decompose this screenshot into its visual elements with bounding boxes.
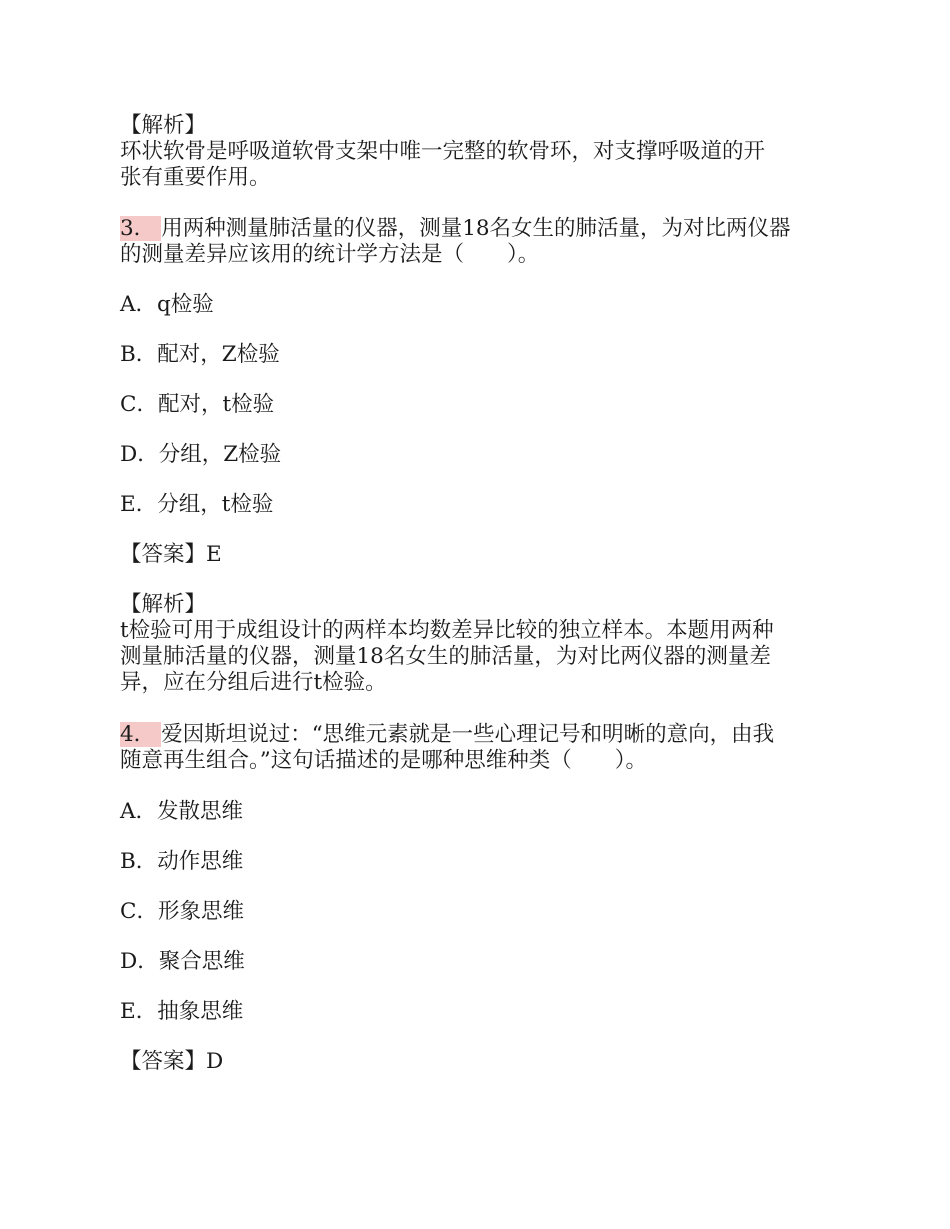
analysis-line: 环状软骨是呼吸道软骨支架中唯一完整的软骨环，对支撑呼吸道的开 — [120, 139, 766, 164]
analysis-heading: 【解析】 — [120, 113, 207, 138]
analysis-line: 异，应在分组后进行t检验。 — [120, 670, 387, 695]
stem-line: 随意再生组合。”这句话描述的是哪种思维种类（ ）。 — [120, 748, 647, 773]
stem-line: 用两种测量肺活量的仪器，测量18名女生的肺活量，为对比两仪器 — [161, 216, 791, 241]
question-4-option-e: E．抽象思维 — [120, 999, 244, 1024]
analysis-heading: 【解析】 — [120, 592, 207, 617]
question-3-option-a: A．q检验 — [120, 292, 214, 317]
stem-line: 的测量差异应该用的统计学方法是（ ）。 — [120, 242, 540, 267]
question-3-option-b: B．配对，Z检验 — [120, 342, 280, 367]
question-4-option-a: A．发散思维 — [120, 799, 244, 824]
analysis-line: 张有重要作用。 — [120, 165, 271, 190]
question-3-option-c: C．配对，t检验 — [120, 392, 275, 417]
question-4-option-d: D．聚合思维 — [120, 949, 245, 974]
question-3-stem — [120, 216, 835, 268]
question-4-option-b: B．动作思维 — [120, 849, 244, 874]
question-number: 4． — [120, 722, 161, 747]
question-3-option-e: E．分组，t检验 — [120, 492, 274, 517]
question-3-analysis — [120, 592, 835, 696]
analysis-line: t检验可用于成组设计的两样本均数差异比较的独立样本。本题用两种 — [120, 618, 774, 643]
q2-analysis — [120, 113, 835, 191]
question-4-option-c: C．形象思维 — [120, 899, 244, 924]
question-4-answer: 【答案】D — [120, 1049, 224, 1074]
analysis-line: 测量肺活量的仪器，测量18名女生的肺活量，为对比两仪器的测量差 — [120, 644, 771, 669]
question-4-stem — [120, 722, 835, 774]
stem-line: 爱因斯坦说过：“思维元素就是一些心理记号和明晰的意向，由我 — [161, 722, 775, 747]
question-3-answer: 【答案】E — [120, 542, 222, 567]
question-number: 3． — [120, 216, 161, 241]
question-3-option-d: D．分组，Z检验 — [120, 442, 282, 467]
